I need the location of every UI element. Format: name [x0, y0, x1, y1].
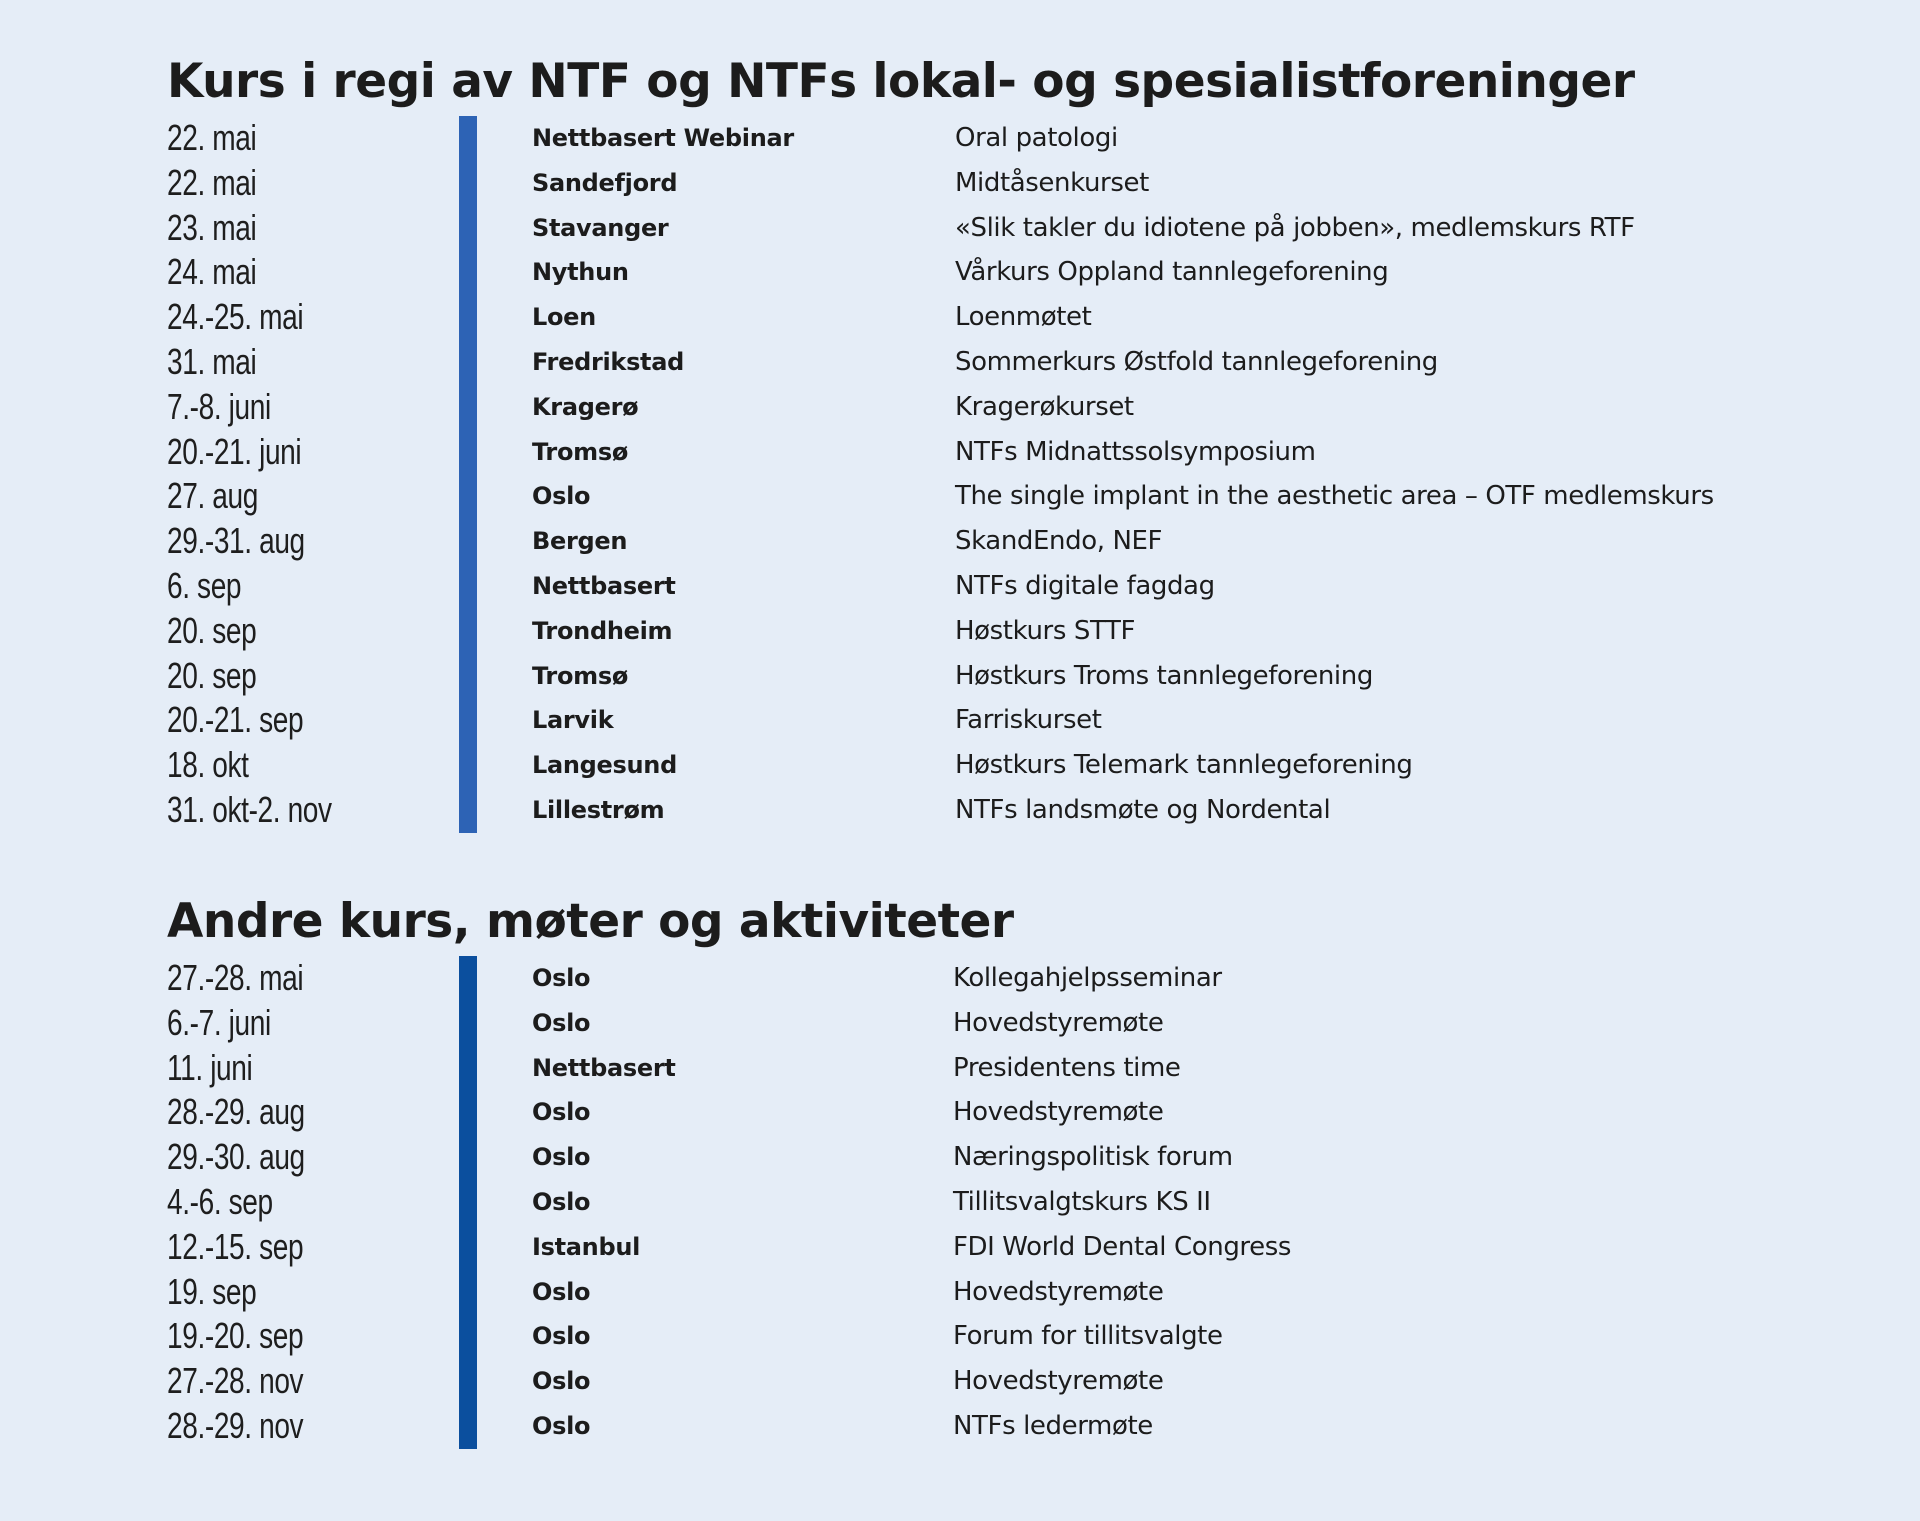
event-title: Vårkurs Oppland tannlegeforening: [955, 257, 1389, 288]
section-ntf-courses: [167, 48, 1867, 833]
event-date: 29.-31. aug: [167, 520, 305, 562]
event-date: 20. sep: [167, 609, 257, 651]
list-item: [167, 385, 1867, 430]
event-date: 31. okt-2. nov: [167, 788, 332, 830]
event-title: SkandEndo, NEF: [955, 526, 1163, 557]
event-title: Oral patologi: [955, 123, 1118, 153]
event-place: Tromsø: [532, 661, 629, 690]
event-place: Nettbasert: [532, 571, 676, 600]
event-place: Loen: [532, 303, 596, 332]
event-place: Oslo: [532, 1008, 591, 1037]
event-date: 20.-21. juni: [167, 430, 302, 472]
list-item: [167, 609, 1867, 654]
event-date: 23. mai: [167, 206, 257, 248]
list-item: [167, 743, 1867, 788]
list-item: [167, 519, 1867, 564]
event-place: Istanbul: [532, 1232, 641, 1261]
event-date: 27. aug: [167, 475, 258, 517]
list-item: [167, 161, 1867, 206]
list-item: [167, 1135, 1867, 1180]
event-title: Høstkurs Telemark tannlegeforening: [955, 750, 1413, 781]
section-title: Andre kurs, møter og aktiviteter: [167, 894, 1014, 949]
event-title: NTFs Midnattssolsymposium: [955, 436, 1316, 467]
event-place: Fredrikstad: [532, 347, 685, 376]
event-place: Bergen: [532, 527, 628, 556]
event-date: 18. okt: [167, 744, 249, 786]
event-place: Trondheim: [532, 616, 673, 645]
list-item: [167, 430, 1867, 475]
event-title: The single implant in the aesthetic area – OTF medlemskurs: [955, 481, 1714, 512]
event-place: Sandefjord: [532, 168, 678, 197]
event-title: Midtåsenkurset: [955, 167, 1149, 198]
event-date: 24. mai: [167, 251, 257, 293]
event-title: Forum for tillitsvalgte: [953, 1321, 1223, 1352]
event-date: 19.-20. sep: [167, 1315, 304, 1357]
event-title: NTFs digitale fagdag: [955, 570, 1215, 601]
list-item: [167, 1314, 1867, 1359]
event-place: Oslo: [532, 964, 591, 992]
list-item: [167, 698, 1867, 743]
event-date: 22. mai: [167, 117, 257, 158]
event-title: Høstkurs Troms tannlegeforening: [955, 660, 1373, 691]
course-list: [167, 116, 1867, 833]
event-place: Oslo: [532, 1277, 591, 1306]
event-date: 12.-15. sep: [167, 1225, 304, 1267]
event-title: Tillitsvalgtskurs KS II: [953, 1186, 1211, 1217]
event-title: Sommerkurs Østfold tannlegeforening: [955, 346, 1438, 377]
list-item: [167, 654, 1867, 699]
event-date: 31. mai: [167, 340, 257, 382]
event-title: Hovedstyremøte: [953, 1276, 1164, 1307]
list-item: [167, 1046, 1867, 1091]
event-title: Høstkurs STTF: [955, 615, 1135, 646]
list-item: [167, 1404, 1867, 1449]
section-other-activities: [167, 888, 1867, 1449]
event-title: Hovedstyremøte: [953, 1366, 1164, 1397]
event-place: Oslo: [532, 1187, 591, 1216]
event-date: 7.-8. juni: [167, 385, 271, 427]
event-place: Oslo: [532, 1098, 591, 1127]
event-title: Kollegahjelpsseminar: [953, 963, 1222, 993]
list-item: [167, 250, 1867, 295]
event-date: 20. sep: [167, 654, 257, 696]
event-place: Oslo: [532, 1322, 591, 1351]
list-item: [167, 1270, 1867, 1315]
list-item: [167, 1180, 1867, 1225]
list-item: [167, 1090, 1867, 1135]
event-place: Larvik: [532, 706, 614, 735]
event-place: Stavanger: [532, 213, 669, 242]
event-title: Hovedstyremøte: [953, 1097, 1164, 1128]
event-title: Loenmøtet: [955, 302, 1092, 333]
event-date: 6.-7. juni: [167, 1001, 271, 1043]
event-title: NTFs ledermøte: [953, 1410, 1153, 1441]
list-item: [167, 206, 1867, 251]
event-date: 11. juni: [167, 1046, 253, 1088]
event-title: Kragerøkurset: [955, 391, 1134, 422]
list-item: [167, 1359, 1867, 1404]
event-title: Hovedstyremøte: [953, 1007, 1164, 1038]
event-place: Nettbasert: [532, 1053, 676, 1082]
event-date: 4.-6. sep: [167, 1180, 273, 1222]
event-date: 27.-28. mai: [167, 957, 304, 998]
event-date: 28.-29. aug: [167, 1091, 305, 1133]
event-date: 24.-25. mai: [167, 296, 304, 338]
event-date: 6. sep: [167, 564, 242, 606]
list-item: [167, 474, 1867, 519]
list-item: [167, 1225, 1867, 1270]
event-date: 20.-21. sep: [167, 699, 304, 741]
event-place: Nythun: [532, 258, 629, 287]
event-place: Oslo: [532, 1367, 591, 1396]
event-date: 29.-30. aug: [167, 1136, 305, 1178]
section-title: Kurs i regi av NTF og NTFs lokal- og spesialistforeninger: [167, 54, 1635, 109]
event-place: Lillestrøm: [532, 795, 665, 824]
event-date: 27.-28. nov: [167, 1360, 304, 1402]
list-item: [167, 340, 1867, 385]
event-place: Oslo: [532, 482, 591, 511]
event-place: Nettbasert Webinar: [532, 124, 794, 152]
event-title: NTFs landsmøte og Nordental: [955, 794, 1331, 825]
event-title: Næringspolitisk forum: [953, 1142, 1233, 1173]
event-title: Farriskurset: [955, 705, 1102, 736]
event-title: Presidentens time: [953, 1052, 1181, 1083]
list-item: [167, 116, 1867, 161]
list-item: [167, 1001, 1867, 1046]
event-place: Langesund: [532, 751, 677, 780]
event-place: Oslo: [532, 1411, 591, 1440]
event-title: «Slik takler du idiotene på jobben», medlemskurs RTF: [955, 212, 1635, 243]
list-item: [167, 956, 1867, 1001]
event-title: FDI World Dental Congress: [953, 1231, 1292, 1262]
list-item: [167, 295, 1867, 340]
list-item: [167, 564, 1867, 609]
event-place: Oslo: [532, 1143, 591, 1172]
list-item: [167, 788, 1867, 833]
event-place: Kragerø: [532, 392, 639, 421]
event-date: 28.-29. nov: [167, 1404, 304, 1446]
event-date: 19. sep: [167, 1270, 257, 1312]
event-date: 22. mai: [167, 161, 257, 203]
event-place: Tromsø: [532, 437, 629, 466]
activity-list: [167, 956, 1867, 1449]
